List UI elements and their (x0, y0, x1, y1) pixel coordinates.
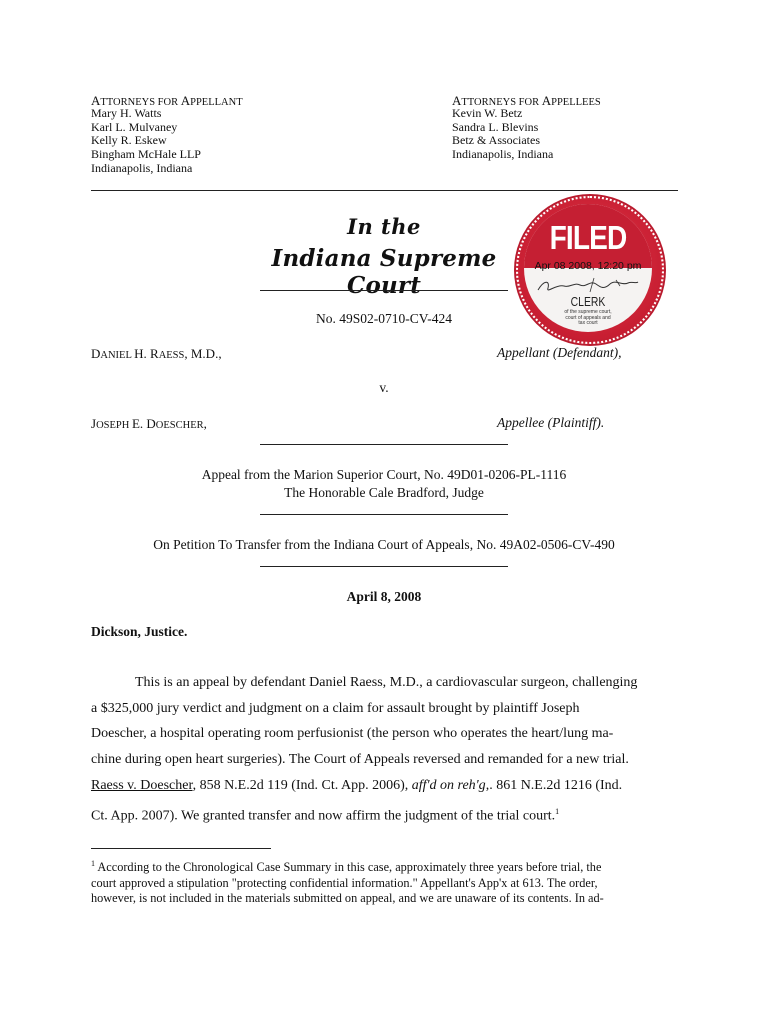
opinion-paragraph (91, 670, 691, 829)
attorneys-appellant-heading: ATTORNEYS FOR APPELLANT (91, 93, 243, 108)
footnote-mark: 1 (91, 859, 95, 868)
appellee-name: JOSEPH E. DOESCHER, (91, 416, 207, 431)
appeal-from-court: Appeal from the Marion Superior Court, No. 49D01-0206-PL-1116 (201, 467, 567, 482)
paragraph-line: a $325,000 jury verdict and judgment on a claim for assault brought by plaintiff Joseph (91, 700, 580, 716)
appellant-attorney-name: Mary H. Watts (91, 106, 162, 120)
footnote-line: court approved a stipulation "protecting confidential information." Appellant's App'x at 613. The order, (91, 875, 598, 890)
authoring-justice: Dickson, Justice. (91, 624, 188, 639)
filed-stamp-face (524, 204, 652, 332)
appellant-role: Appellant (Defendant), (497, 345, 622, 360)
filed-stamp (516, 196, 664, 344)
petition-to-transfer: On Petition To Transfer from the Indiana Court of Appeals, No. 49A02-0506-CV-490 (153, 537, 615, 552)
footnote-divider (91, 848, 271, 849)
paragraph-line: Doescher, a hospital operating room perfusionist (the person who operates the heart/lung ma- (91, 726, 614, 742)
appellant-law-firm: Bingham McHale LLP (91, 147, 201, 162)
appellee-law-firm: Betz & Associates (452, 133, 540, 148)
appellee-role: Appellee (Plaintiff). (497, 415, 605, 430)
appellant-attorney-name: Karl L. Mulvaney (91, 119, 178, 134)
paragraph-line: Raess v. Doescher, 858 N.E.2d 119 (Ind. Ct. App. 2006), aff'd on reh'g,. 861 N.E.2d 1216 (Ind. (91, 777, 623, 793)
filed-stamp-subtitle: of the supreme court, court of appeals and tax court (564, 309, 612, 326)
paragraph-line: This is an appeal by defendant Daniel Raess, M.D., a cardiovascular surgeon, challenging (135, 675, 638, 690)
filed-stamp-label: FILED (549, 219, 627, 256)
footnote-line: however, is not included in the materials submitted on appeal, and we are unaware of its contents. In ad- (91, 891, 604, 906)
header-divider (91, 190, 678, 191)
footnote-line: $^1$ According to the Chronological Case Summary in this case, approximately three years before trial, the (91, 859, 602, 875)
appellee-firm-location: Indianapolis, Indiana (452, 147, 554, 162)
appellee-attorney-name: Kevin W. Betz (452, 106, 523, 120)
appeal-from-judge: The Honorable Cale Bradford, Judge (284, 485, 484, 500)
appellant-name: DANIEL H. RAESS, M.D., (91, 346, 222, 361)
filed-stamp-date: Apr 08 2008, 12:20 pm (534, 260, 642, 272)
parties-divider (260, 444, 508, 445)
attorneys-appellees-heading: ATTORNEYS FOR APPELLEES (452, 93, 601, 108)
footnote-reference: 1 (555, 806, 560, 816)
attorneys-appellant-block (91, 92, 391, 176)
petition-divider (260, 566, 508, 567)
case-citation: Raess v. Doescher (91, 777, 193, 793)
appellant-attorney-name: Kelly R. Eskew (91, 133, 167, 148)
court-title-line2: Indiana Supreme Court (271, 245, 497, 299)
court-title-divider (260, 290, 508, 291)
versus: v. (379, 380, 389, 395)
footnote (91, 856, 691, 907)
opinion-date: April 8, 2008 (346, 589, 422, 604)
court-title-line1: In the (347, 214, 421, 239)
appeal-divider (260, 514, 508, 515)
filed-stamp-clerk: CLERK (570, 294, 606, 309)
appellee-attorney-name: Sandra L. Blevins (452, 119, 539, 134)
paragraph-line: Ct. App. 2007). We granted transfer and now affirm the judgment of the trial court.$^1$ (91, 806, 560, 824)
appellant-firm-location: Indianapolis, Indiana (91, 160, 193, 175)
paragraph-line: chine during open heart surgeries). The Court of Appeals reversed and remanded for a new trial. (91, 752, 629, 768)
clerk-signature-icon (534, 276, 642, 296)
case-number: No. 49S02-0710-CV-424 (315, 311, 452, 326)
attorneys-appellees-block (452, 92, 692, 162)
